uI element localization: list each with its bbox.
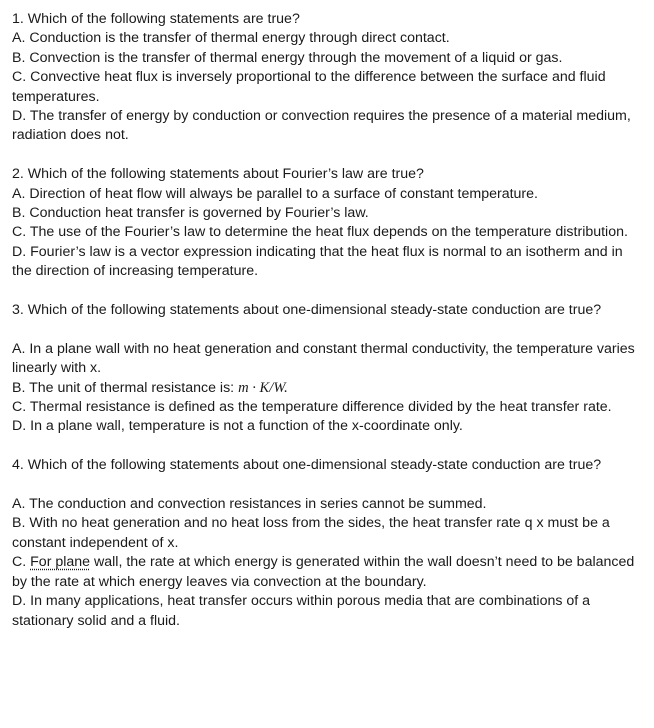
- question-3-option-b: [12, 379, 642, 398]
- question-2-prompt: 2. Which of the following statements about Fourier’s law are true?: [12, 166, 424, 183]
- spellcheck-underlined-text: For plane: [30, 554, 91, 571]
- question-3-option-b-text: B. The unit of thermal resistance is:: [12, 379, 239, 396]
- question-1-option-c: C. Convective heat flux is inversely proportional to the difference between the surface and fluid temperatures.: [12, 69, 606, 105]
- spacer: [12, 146, 642, 165]
- question-1: [12, 10, 642, 146]
- thermal-resistance-unit: m · K/W.: [238, 379, 288, 396]
- spacer: [12, 437, 642, 456]
- question-3: [12, 301, 642, 437]
- question-4-option-c-text: wall, the rate at which energy is generated within the wall doesn’t need to be balanced by the rate at which energy leaves via convection at the boundary.: [12, 554, 635, 590]
- spacer: [12, 476, 642, 495]
- question-1-option-d: D. The transfer of energy by conduction or convection requires the presence of a material medium, radiation does not.: [12, 108, 631, 144]
- question-4-option-c: [12, 553, 642, 592]
- question-4-option-b: B. With no heat generation and no heat loss from the sides, the heat transfer rate q x must be a constant independent of x.: [12, 515, 610, 551]
- question-1-prompt: 1. Which of the following statements are true?: [12, 11, 300, 27]
- question-2-option-d: D. Fourier’s law is a vector expression indicating that the heat flux is normal to an isotherm and in the direction of increasing temperature.: [12, 243, 623, 280]
- question-2-option-a: A. Direction of heat flow will always be parallel to a surface of constant temperature.: [12, 185, 538, 202]
- question-2: [12, 165, 642, 281]
- question-4-prompt: 4. Which of the following statements about one-dimensional steady-state conduction are true?: [12, 457, 602, 474]
- question-1-option-b: B. Convection is the transfer of thermal energy through the movement of a liquid or gas.: [12, 49, 563, 66]
- question-4-option-c-prefix: C.: [12, 554, 31, 571]
- question-4: [12, 456, 642, 631]
- spacer: [12, 320, 642, 339]
- question-4-option-a: A. The conduction and convection resistances in series cannot be summed.: [12, 496, 487, 513]
- question-4-option-d: D. In many applications, heat transfer occurs within porous media that are combinations of a stationary solid and a fluid.: [12, 593, 591, 629]
- question-1-option-a: A. Conduction is the transfer of thermal energy through direct contact.: [12, 30, 450, 47]
- question-3-prompt: 3. Which of the following statements about one-dimensional steady-state conduction are true?: [12, 302, 602, 319]
- question-2-option-b: B. Conduction heat transfer is governed by Fourier’s law.: [12, 205, 369, 222]
- question-2-option-c: C. The use of the Fourier’s law to determine the heat flux depends on the temperature distribution.: [12, 224, 628, 241]
- question-3-option-a: A. In a plane wall with no heat generation and constant thermal conductivity, the temperature varies linearly with x.: [12, 340, 635, 377]
- question-3-option-d: D. In a plane wall, temperature is not a function of the x-coordinate only.: [12, 418, 463, 435]
- spacer: [12, 282, 642, 301]
- question-3-option-c: C. Thermal resistance is defined as the temperature difference divided by the heat transfer rate.: [12, 399, 612, 416]
- quiz-document: [12, 10, 642, 631]
